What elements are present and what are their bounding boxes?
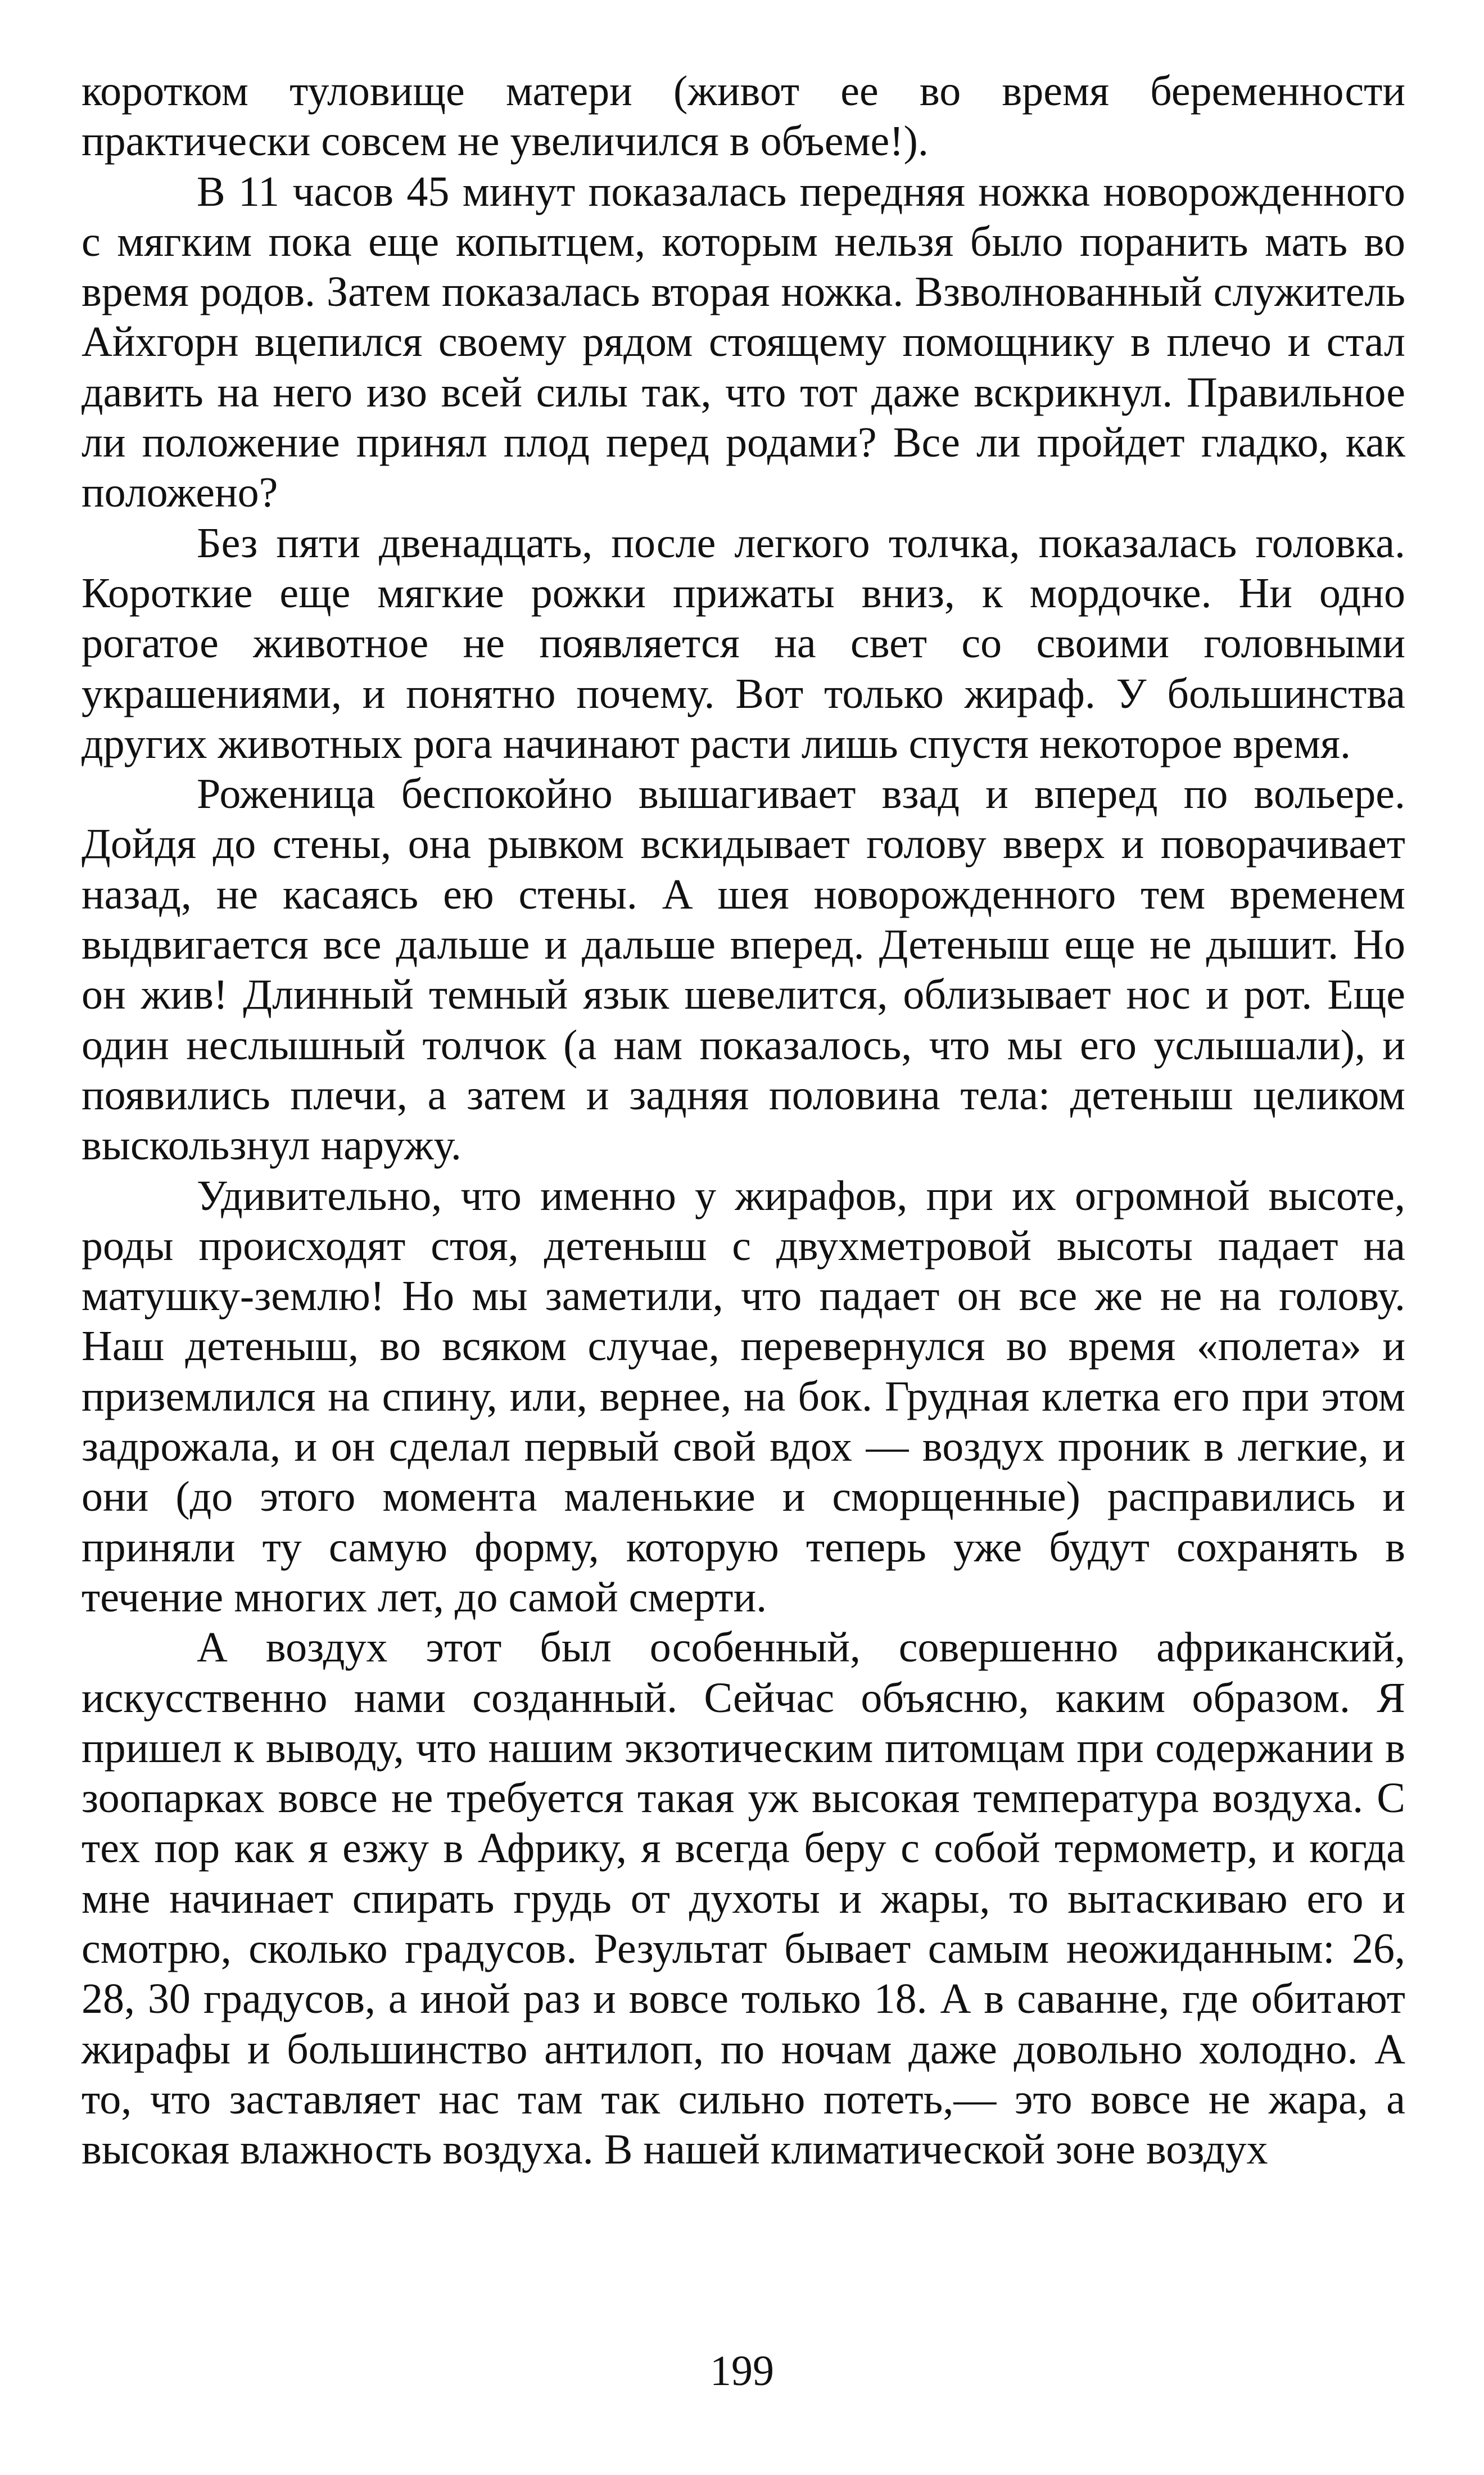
paragraph-continuation: коротком туловище матери (живот ее во время беременности практически совсем не увеличился в объеме!). [82,67,1405,165]
paragraph-fall: Удивительно, что именно у жирафов, при их огромной высоте, роды происходят стоя, детеныш с двухметровой высоты падает на матушку-землю! Но мы заметили, что падает он все же не на голову. Наш детеныш, во всяком случае, перевернулся во время «полета» и приземлился на спину, или, вернее, на бок. Грудная клетка его при этом задрожала, и он сделал первый свой вдох — воздух проник в легкие, и они (до этого момента маленькие и сморщенные) расправились и приняли ту самую форму, которую теперь уже будут сохранять в течение многих лет, до самой смерти. [82,1172,1405,1621]
paragraph-birth-start: В 11 часов 45 минут показалась передняя ножка новорожденного с мягким пока еще копытцем, которым нельзя было поранить мать во время родов. Затем показалась вторая ножка. Взволнованный служитель Айхгорн вцепился своему рядом стоящему помощнику в плечо и стал давить на него изо всей силы так, что тот даже вскрикнул. Правильное ли положение принял плод перед родами? Все ли пройдет гладко, как положено? [82,168,1405,517]
paragraph-mother: Роженица беспокойно вышагивает взад и вперед по вольере. Дойдя до стены, она рывком вскидывает голову вверх и поворачивает назад, не касаясь ею стены. А шея новорожденного тем временем выдвигается все дальше и дальше вперед. Детеныш еще не дышит. Но он жив! Длинный темный язык шевелится, облизывает нос и рот. Еще один неслышный толчок (а нам показалось, что мы его услышали), и появились плечи, а затем и задняя половина тела: детеныш целиком выскользнул наружу. [82,770,1405,1169]
page-number: 199 [710,2347,774,2395]
paragraph-head: Без пяти двенадцать, после легкого толчка, показалась головка. Короткие еще мягкие рожки прижаты вниз, к мордочке. Ни одно рогатое животное не появляется на свет со своими головными украшениями, и понятно почему. Вот только жираф. У большинства других животных рога начинают расти лишь спустя некоторое время. [82,519,1405,767]
page-text [82,66,1405,2175]
paragraph-air: А воздух этот был особенный, совершенно африканский, искусственно нами созданный. Сейчас объясню, каким образом. Я пришел к выводу, что нашим экзотическим питомцам при содержании в зоопарках вовсе не требуется такая уж высокая температура воздуха. С тех пор как я езжу в Африку, я всегда беру с собой термометр, и когда мне начинает спирать грудь от духоты и жары, то вытаскиваю его и смотрю, сколько градусов. Результат бывает самым неожиданным: 26, 28, 30 градусов, а иной раз и вовсе только 18. А в саванне, где обитают жирафы и большинство антилоп, по ночам даже довольно холодно. А то, что заставляет нас там так сильно потеть,— это вовсе не жара, а высокая влажность воздуха. В нашей климатической зоне воздух [82,1624,1405,2174]
